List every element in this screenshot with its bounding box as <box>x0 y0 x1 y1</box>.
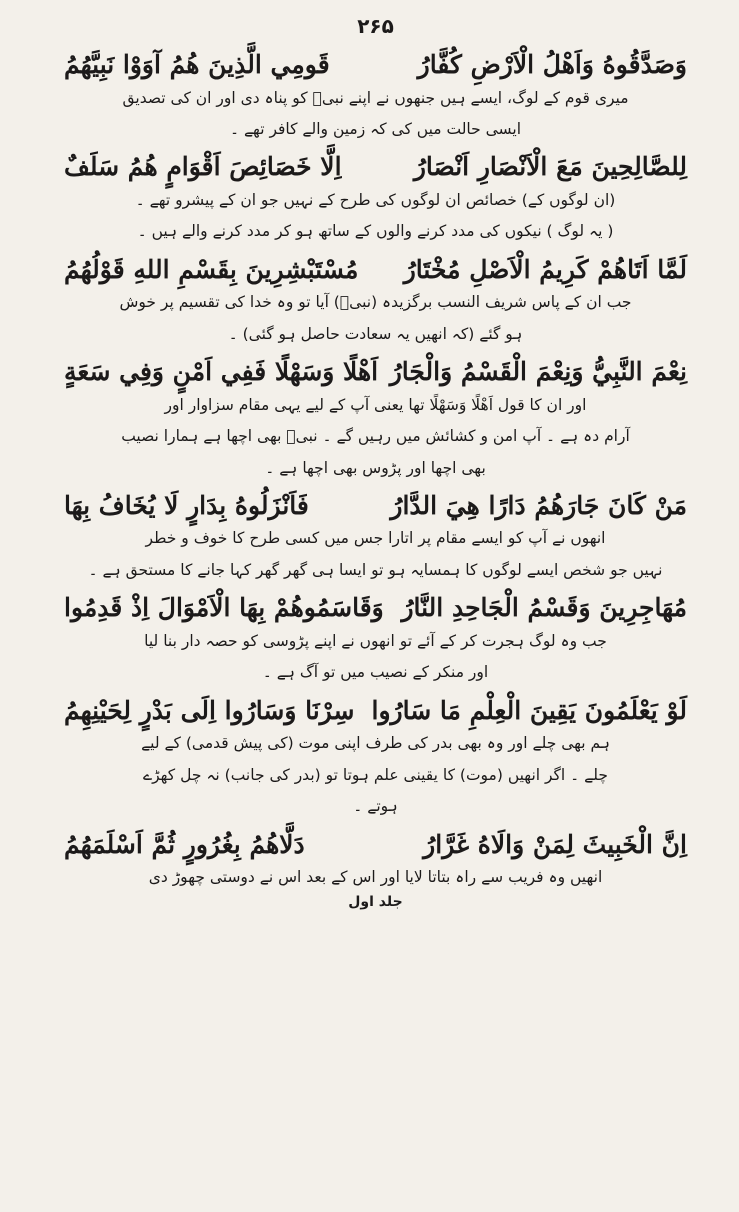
verse-hemistich-second: مَنْ كَانَ جَارَهُمُ دَارًا هِيَ الدَّارُ <box>390 490 687 520</box>
translation-line: اور منکر کے نصیب میں تو آگ ہے ۔ <box>262 663 489 682</box>
translation-line: آرام دہ ہے ۔ آپ امن و کشائش میں رہیں گے ۔ نبیؐ بھی اچھا ہے ہمارا نصیب <box>121 427 630 446</box>
verse-hemistich-first: اَهْلًا وَسَهْلًا فَفِي اَمْنٍ وَفِي سَعَةٍ <box>64 357 379 387</box>
couplet <box>64 148 687 246</box>
verse-hemistich-first: سِرْنَا وَسَارُوا اِلَى بَدْرٍ لِحَيْنِهِمُ <box>64 695 355 725</box>
translation-line: بھی اچھا اور پڑوس بھی اچھا ہے ۔ <box>265 458 486 477</box>
translation-line: ایسی حالت میں کی کہ زمین والے کافر تھے ۔ <box>229 119 522 138</box>
translation-line: انھوں نے آپ کو ایسے مقام پر اتارا جس میں کسی طرح کا خوف و خطر <box>145 529 606 548</box>
translation-line: ہو گئے (کہ انھیں یہ سعادت حاصل ہو گئی) ۔ <box>228 324 523 343</box>
arabic-verse <box>64 148 687 186</box>
translation-line: نہیں جو شخص ایسے لوگوں کا ہمسایہ ہو تو ایسا ہی گھر گھر کہا جانے کا مستحق ہے ۔ <box>88 560 663 579</box>
verse-hemistich-first: وَقَاسَمُوهُمْ بِهَا الْاَمْوَالَ اِذْ قَدِمُوا <box>64 593 384 623</box>
verse-hemistich-second: وَصَدَّقُوهُ وَاَهْلُ الْاَرْضِ كُفَّارُ <box>417 50 687 79</box>
verse-hemistich-second: نِعْمَ النَّبِيُّ وَنِعْمَ الْقَسْمُ وَالْجَارُ <box>389 357 687 387</box>
couplet <box>64 487 687 585</box>
couplet <box>64 589 687 687</box>
arabic-verse <box>64 589 687 627</box>
translation-line: اور ان کا قول اَهْلًا وَسَهْلًا تھا یعنی آپ کے لیے یہی مقام سزاوار اور <box>164 395 587 414</box>
couplet <box>64 251 687 349</box>
translation-line: چلے ۔ اگر انھیں (موت) کا یقینی علم ہوتا تو (بدر کی جانب) نہ چل کھڑے <box>143 765 608 784</box>
page-number: ۲۶۵ <box>357 14 394 38</box>
translation-line: (ان لوگوں کے) خصائص ان لوگوں کی طرح کے نہیں جو ان کے پیشرو تھے ۔ <box>135 190 616 209</box>
couplet <box>64 353 687 483</box>
verse-hemistich-first: اِلَّا خَصَائِصَ اَقْوَامٍ هُمُ سَلَفٌ <box>64 152 342 182</box>
arabic-verse <box>64 353 687 391</box>
translation-line: ( یہ لوگ ) نیکوں کی مدد کرنے والوں کے ساتھ ہو کر مدد کرنے والے ہیں ۔ <box>137 222 614 241</box>
translation-line: جب وہ لوگ ہجرت کر کے آئے تو انھوں نے اپنے پڑوسی کو حصہ دار بنا لیا <box>144 631 607 650</box>
verse-hemistich-first: دَلَّاهُمُ بِغُرُورٍ ثُمَّ اَسْلَمَهُمُ <box>64 829 305 859</box>
translation-line: ہوتے ۔ <box>353 797 398 816</box>
translation-line: میری قوم کے لوگ، ایسے ہیں جنھوں نے اپنے نبیؐ کو پناہ دی اور ان کی تصدیق <box>122 88 629 107</box>
verse-hemistich-second: لِلصَّالِحِينَ مَعَ الْاَنْصَارِ اَنْصَارُ <box>413 152 687 182</box>
verse-hemistich-first: فَاَنْزَلُوهُ بِدَارٍ لَا يُخَافُ بِهَا <box>64 490 309 520</box>
couplet <box>64 692 687 822</box>
volume-footer: جلد اول <box>348 894 403 911</box>
verse-hemistich-second: مُهَاجِرِينَ وَقَسْمُ الْجَاحِدِ النَّارُ <box>401 593 687 623</box>
verse-hemistich-second: لَوْ يَعْلَمُونَ يَقِينَ الْعِلْمِ مَا سَارُوا <box>371 695 687 725</box>
translation-line: جب ان کے پاس شریف النسب برگزیدہ (نبیؐ) آیا تو وہ خدا کی تقسیم پر خوش <box>119 293 632 312</box>
verse-hemistich-first: قَومِي الَّذِينَ هُمُ آوَوْا نَبِيَّهُمُ <box>64 50 330 79</box>
verse-hemistich-first: مُسْتَبْشِرِينَ بِقَسْمِ اللهِ قَوْلُهُمُ <box>64 254 359 284</box>
verse-hemistich-second: لَمَّا اَتَاهُمْ كَرِيمُ الْاَصْلِ مُخْتَارُ <box>403 254 687 284</box>
arabic-verse <box>64 251 687 289</box>
translation-line: ہم بھی چلے اور وہ بھی بدر کی طرف اپنی موت (کی پیش قدمی) کے لیے <box>141 734 610 753</box>
couplet <box>64 826 687 893</box>
translation-line: انھیں وہ فریب سے راہ بتاتا لایا اور اس کے بعد اس نے دوستی چھوڑ دی <box>148 868 603 886</box>
verse-hemistich-second: اِنَّ الْخَبِيثَ لِمَنْ وَالَاهُ غَرَّارُ <box>423 829 687 859</box>
arabic-verse <box>64 826 687 864</box>
arabic-verse <box>64 46 687 84</box>
arabic-verse <box>64 487 687 525</box>
couplet <box>64 46 687 144</box>
arabic-verse <box>64 692 687 730</box>
